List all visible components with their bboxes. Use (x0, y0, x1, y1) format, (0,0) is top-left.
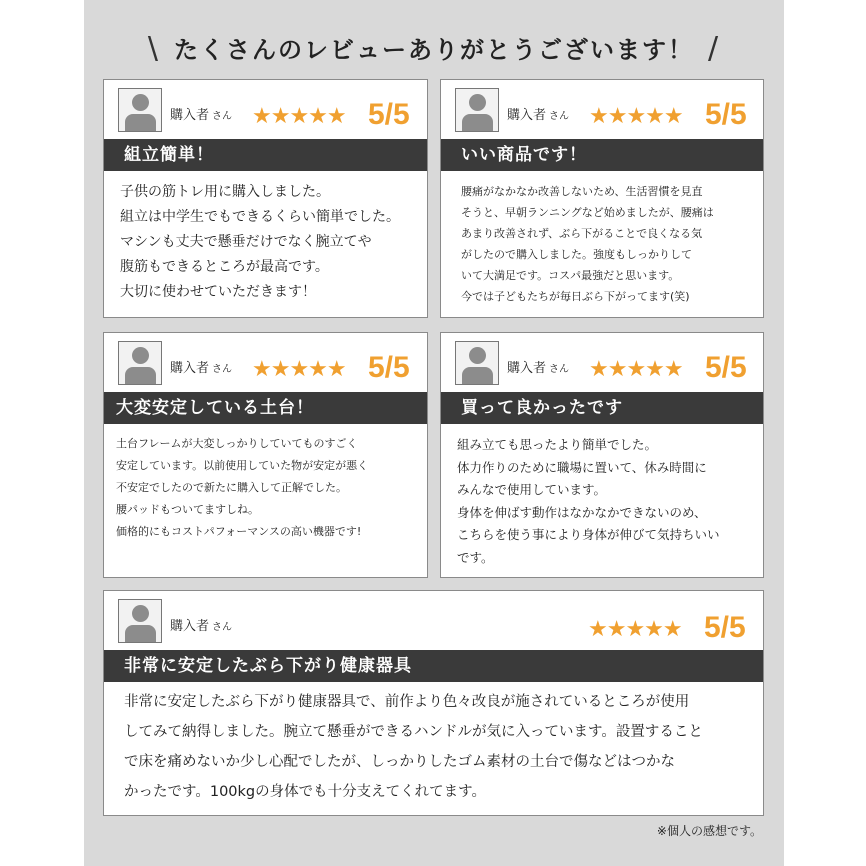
review-title: 買って良かったです (441, 392, 763, 424)
review-body: 子供の筋トレ用に購入しました。 組立は中学生でもできるくらい簡単でした。 マシンも丈夫で懸垂だけでなく腕立てや 腹筋もできるところが最高です。 大切に使わせていただきます！ (120, 184, 400, 300)
review-card (440, 332, 764, 578)
heading-slash-left: \ (147, 31, 160, 66)
reviewer-name: 購入者 さん (170, 108, 233, 123)
rating-score: 5/5 (368, 98, 410, 131)
review-body: 組み立ても思ったより簡単でした。 体力作りのために職場に置いて、休み時間に みんなで使用しています。 身体を伸ばす動作はなかなかできないのめ、 こちらを使う事により身体が伸びて気持ちいい です。 (457, 437, 720, 565)
reviewer-name: 購入者 さん (170, 619, 233, 634)
user-avatar-icon (455, 88, 499, 132)
review-body: 非常に安定したぶら下がり健康器具で、前作より色々改良が施されているところが使用 してみて納得しました。腕立て懸垂ができるハンドルが気に入っています。設置すること で床を痛めないか少し心配でしたが、しっかりしたゴム素材の土台で傷などはつかな かったです。100kgの身体でも十分支えてくれてます。 (124, 694, 703, 800)
review-card (103, 332, 428, 578)
user-avatar-icon (455, 341, 499, 385)
heading-text: たくさんのレビューありがとうございます！ (174, 36, 694, 64)
review-title: いい商品です！ (441, 139, 763, 171)
review-card (440, 79, 764, 318)
star-rating: ★★★★★ (252, 357, 346, 382)
star-rating: ★★★★★ (252, 104, 346, 129)
review-card (103, 590, 764, 816)
review-title: 非常に安定したぶら下がり健康器具 (104, 650, 763, 682)
review-title: 大変安定している土台！ (104, 392, 427, 424)
reviewer-name: 購入者 さん (170, 361, 233, 376)
rating-score: 5/5 (704, 611, 746, 644)
user-avatar-icon (118, 88, 162, 132)
rating-score: 5/5 (705, 98, 747, 131)
reviewer-name: 購入者 さん (507, 108, 570, 123)
page-heading (84, 26, 784, 72)
review-card (103, 79, 428, 318)
star-rating: ★★★★★ (588, 617, 682, 642)
rating-score: 5/5 (705, 351, 747, 384)
user-avatar-icon (118, 341, 162, 385)
star-rating: ★★★★★ (589, 104, 683, 129)
reviewer-name: 購入者 さん (507, 361, 570, 376)
heading-slash-right: / (708, 31, 721, 66)
star-rating: ★★★★★ (589, 357, 683, 382)
review-title: 組立簡単！ (104, 139, 427, 171)
rating-score: 5/5 (368, 351, 410, 384)
disclaimer-note: ※個人の感想です。 (656, 824, 762, 838)
review-body: 土台フレームが大変しっかりしていてものすごく 安定しています。以前使用していた物が安定が悪く 不安定でしたので新たに購入して正解でした。 腰パッドもついてますしね。 価格的にもコストパフォーマンスの高い機器です! (116, 437, 369, 538)
review-body: 腰痛がなかなか改善しないため、生活習慣を見直 そうと、早朝ランニングなど始めましたが、腰痛は あまり改善されず、ぶら下がることで良くなる気 がしたので購入しました。強度もしっかりして いて大満足です。コスパ最強だと思います。 今では子どもたちが毎日ぶら下がってます(笑) (461, 185, 714, 303)
user-avatar-icon (118, 599, 162, 643)
